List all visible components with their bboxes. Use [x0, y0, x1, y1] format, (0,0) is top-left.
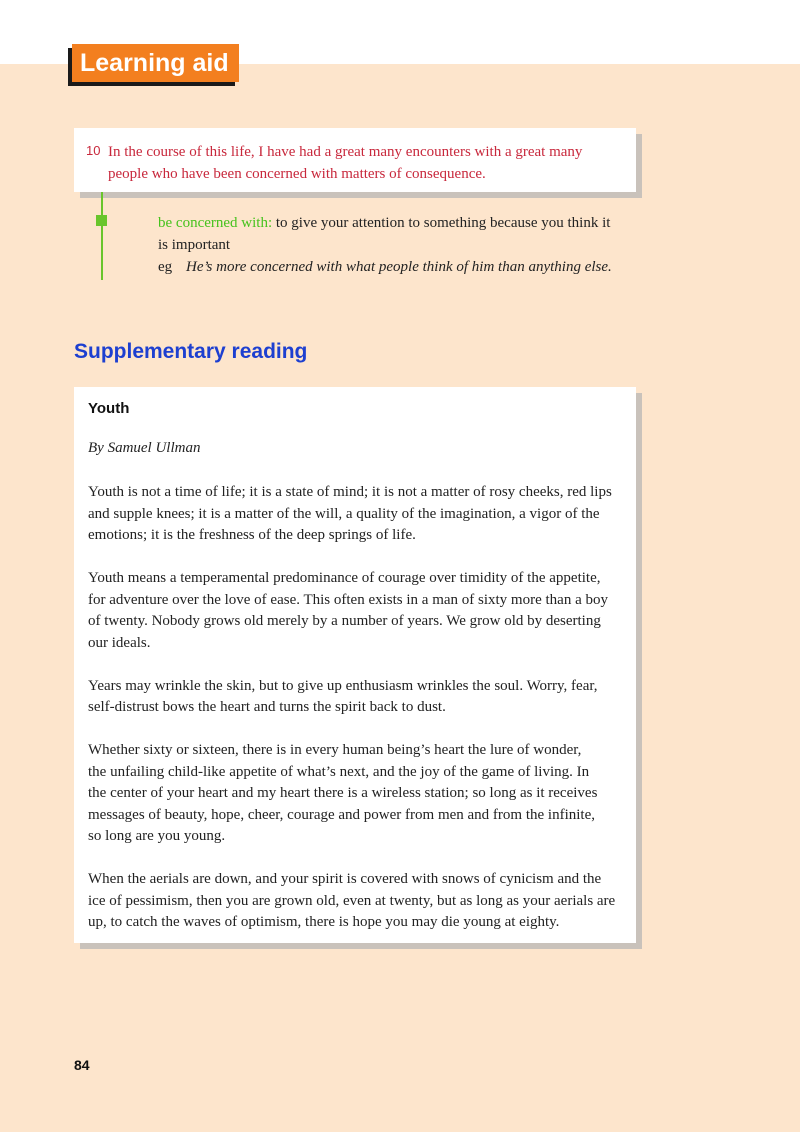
vocabulary-note	[158, 212, 628, 278]
vocab-term: be concerned with:	[158, 215, 273, 231]
example-text: He’s more concerned with what people think of him than anything else.	[186, 259, 612, 275]
paragraph	[88, 740, 628, 848]
paragraph	[88, 568, 628, 654]
text-line: emotions; it is the freshness of the deep springs of life.	[88, 527, 416, 543]
example-line	[158, 256, 628, 278]
learning-aid-tag: Learning aid	[72, 44, 239, 82]
text-line: messages of beauty, hope, cheer, courage and power from men and from the infinite,	[88, 806, 595, 823]
text-line: Whether sixty or sixteen, there is in every human being’s heart the lure of wonder,	[88, 742, 582, 758]
definition-line-2: is important	[158, 237, 231, 253]
text-line: of twenty. Nobody grows old merely by a number of years. We grow old by deserting	[88, 613, 601, 629]
example-sentence-box	[74, 128, 636, 192]
sentence-line: people who have been concerned with matters of consequence.	[108, 166, 486, 182]
poem-body	[88, 482, 628, 955]
text-line: for adventure over the love of ease. This often exists in a man of sixty more than a boy	[88, 591, 608, 608]
text-line: the center of your heart and my heart there is a wireless station; so long as it receives	[88, 785, 598, 801]
text-line: so long are you young.	[88, 828, 226, 844]
text-line: the unfailing child-like appetite of what’s next, and the joy of the game of living. In	[88, 763, 590, 780]
note-marker-line	[101, 192, 103, 280]
definition-text: to give your attention to something because you think it	[272, 215, 611, 231]
text-line: ice of pessimism, then you are grown old, even at twenty, but as long as your aerials are	[88, 892, 616, 909]
text-line: Youth means a temperamental predominance of courage over timidity of the appetite,	[88, 570, 601, 586]
sentence-line: In the course of this life, I have had a great many encounters with a great many	[108, 144, 583, 160]
note-marker-square	[96, 215, 107, 226]
text-line: and supple knees; it is a matter of the will, a quality of the imagination, a vigor of the	[88, 505, 600, 522]
text-line: Years may wrinkle the skin, but to give up enthusiasm wrinkles the soul. Worry, fear,	[88, 677, 598, 694]
paragraph	[88, 482, 628, 547]
poem-title: Youth	[88, 400, 130, 417]
sentence-number: 10	[86, 143, 101, 158]
paragraph	[88, 869, 628, 934]
poem-author: By Samuel Ullman	[88, 440, 201, 456]
section-title: Supplementary reading	[74, 340, 308, 363]
text-line: When the aerials are down, and your spirit is covered with snows of cynicism and the	[88, 871, 602, 887]
text-line: Youth is not a time of life; it is a state of mind; it is not a matter of rosy cheeks, red lips	[88, 484, 612, 500]
definition-line-1	[158, 212, 628, 234]
text-line: up, to catch the waves of optimism, there is hope you may die young at eighty.	[88, 914, 560, 930]
eg-label: eg	[158, 259, 173, 275]
text-line: self-distrust bows the heart and turns the spirit back to dust.	[88, 699, 446, 715]
page-number: 84	[74, 1057, 90, 1073]
text-line: our ideals.	[88, 634, 151, 651]
sentence-text	[108, 141, 628, 185]
reading-box	[74, 387, 636, 943]
paragraph	[88, 676, 628, 719]
